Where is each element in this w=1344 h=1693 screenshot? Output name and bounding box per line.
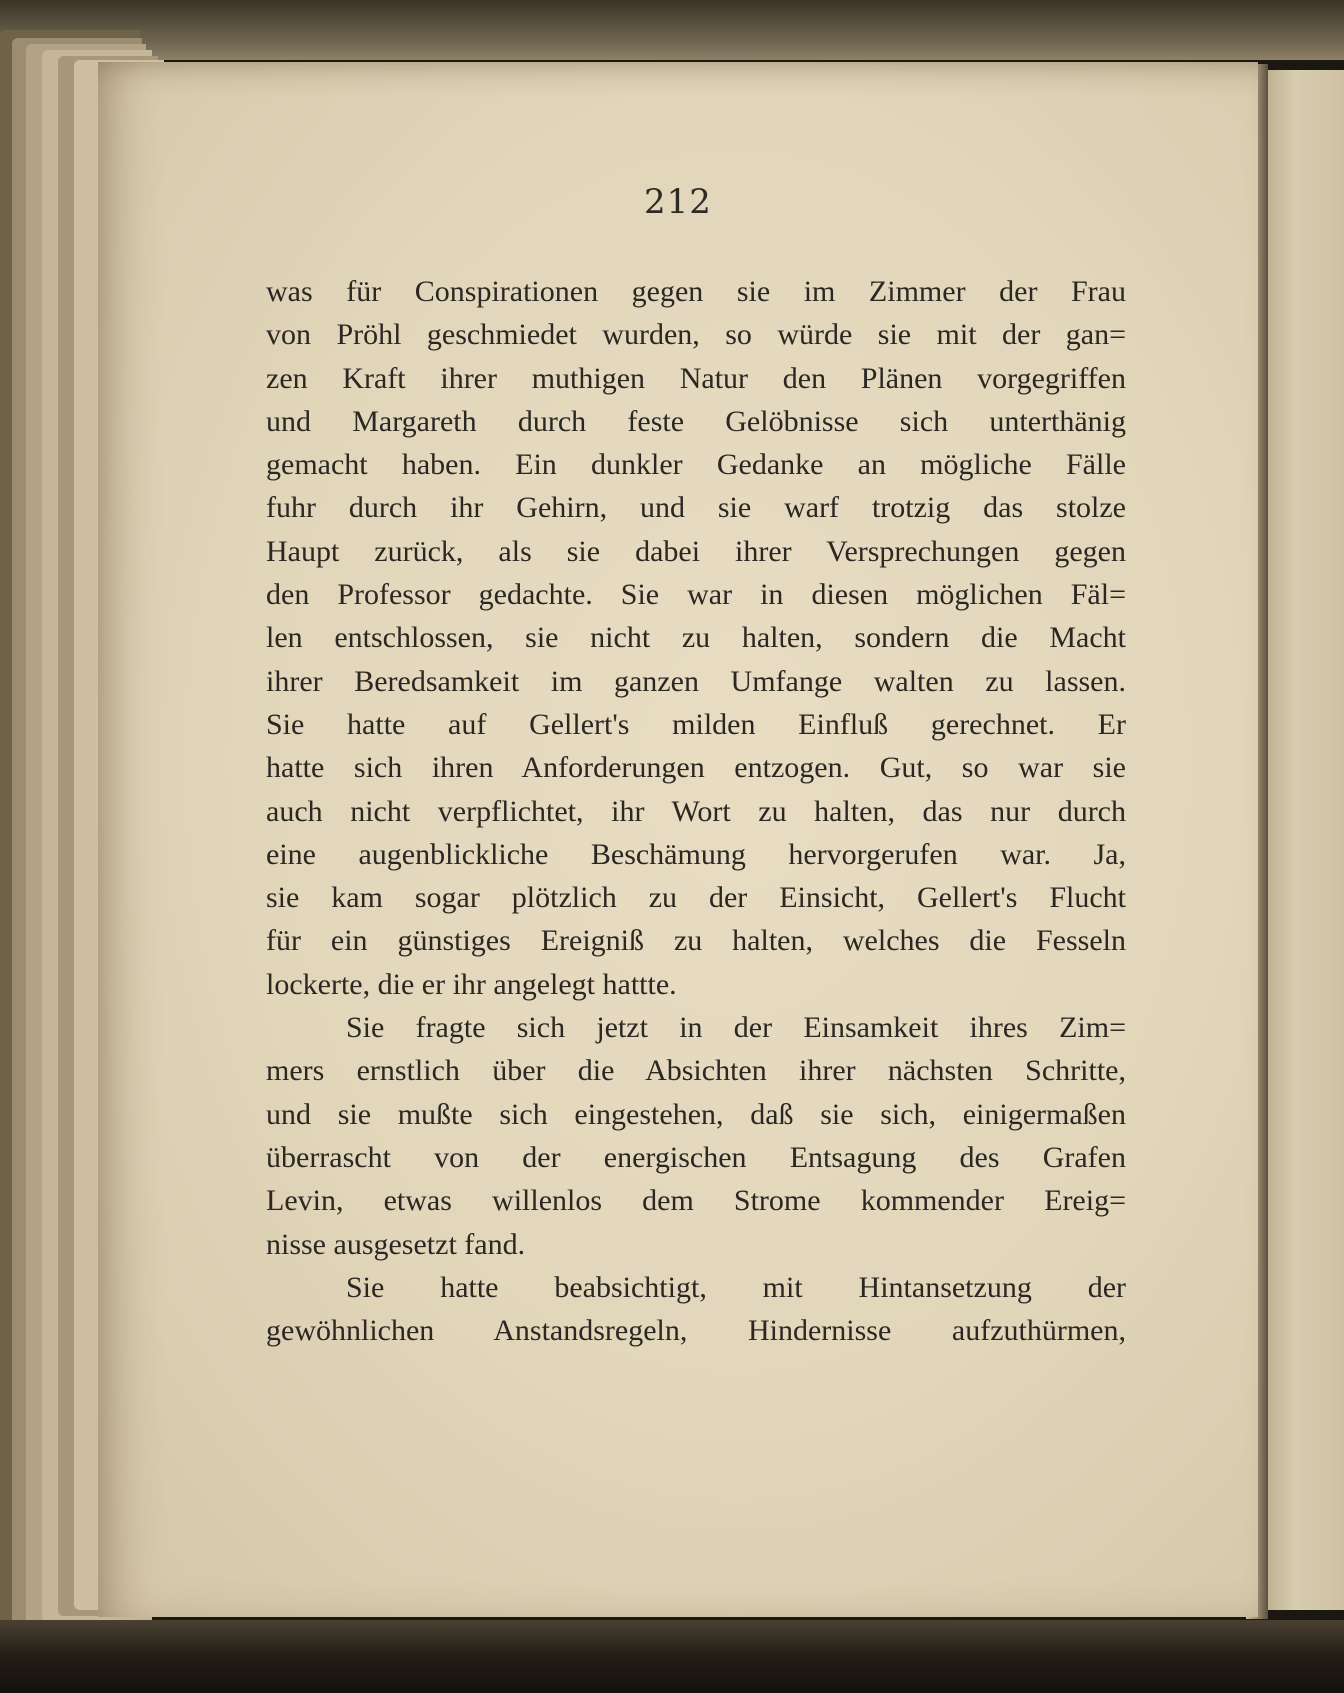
- text-line: den Professor gedachte. Sie war in diesen möglichen Fäl=: [266, 578, 1126, 612]
- book-page: [98, 62, 1258, 1617]
- text-line: Levin, etwas willenlos dem Strome kommender Ereig=: [266, 1184, 1126, 1218]
- text-line: zen Kraft ihrer muthigen Natur den Plänen vorgegriffen: [266, 361, 1126, 395]
- text-line: überrascht von der energischen Entsagung des Grafen: [266, 1140, 1126, 1174]
- text-line: und Margareth durch feste Gelöbnisse sich unterthänig: [266, 404, 1126, 438]
- text-line: von Pröhl geschmiedet wurden, so würde sie mit der gan=: [266, 318, 1126, 352]
- text-line: nisse ausgesetzt fand.: [266, 1227, 526, 1261]
- book-cover-bottom: [0, 1620, 1344, 1693]
- text-line: was für Conspirationen gegen sie im Zimmer der Frau: [266, 275, 1126, 308]
- text-line: gewöhnlichen Anstandsregeln, Hindernisse aufzuthürmen,: [266, 1314, 1126, 1348]
- text-line: sie kam sogar plötzlich zu der Einsicht, Gellert's Flucht: [266, 881, 1126, 915]
- text-line: Haupt zurück, als sie dabei ihrer Versprechungen gegen: [266, 534, 1126, 568]
- book-cover-top: [0, 0, 1344, 60]
- text-line: gemacht haben. Ein dunkler Gedanke an mögliche Fälle: [266, 448, 1126, 482]
- text-line: eine augenblickliche Beschämung hervorgerufen war. Ja,: [266, 837, 1126, 871]
- facing-page-edge: [1262, 70, 1344, 1610]
- text-line: Sie hatte auf Gellert's milden Einfluß gerechnet. Er: [266, 707, 1126, 741]
- text-line: Sie hatte beabsichtigt, mit Hintansetzung der: [346, 1270, 1126, 1304]
- text-line: auch nicht verpflichtet, ihr Wort zu halten, das nur durch: [266, 794, 1126, 828]
- text-line: Sie fragte sich jetzt in der Einsamkeit ihres Zim=: [346, 1011, 1126, 1045]
- text-line: und sie mußte sich eingestehen, daß sie sich, einigermaßen: [266, 1097, 1126, 1131]
- text-line: für ein günstiges Ereigniß zu halten, welches die Fesseln: [266, 924, 1126, 958]
- text-line: lockerte, die er ihr angelegt hattte.: [266, 967, 677, 1001]
- body-text: [266, 270, 1126, 1352]
- text-line: len entschlossen, sie nicht zu halten, sondern die Macht: [266, 621, 1126, 655]
- text-line: mers ernstlich über die Absichten ihrer nächsten Schritte,: [266, 1054, 1126, 1088]
- page-number: 212: [644, 182, 712, 222]
- text-line: fuhr durch ihr Gehirn, und sie warf trotzig das stolze: [266, 491, 1126, 525]
- text-line: hatte sich ihren Anforderungen entzogen. Gut, so war sie: [266, 751, 1126, 785]
- text-line: ihrer Beredsamkeit im ganzen Umfange walten zu lassen.: [266, 664, 1126, 698]
